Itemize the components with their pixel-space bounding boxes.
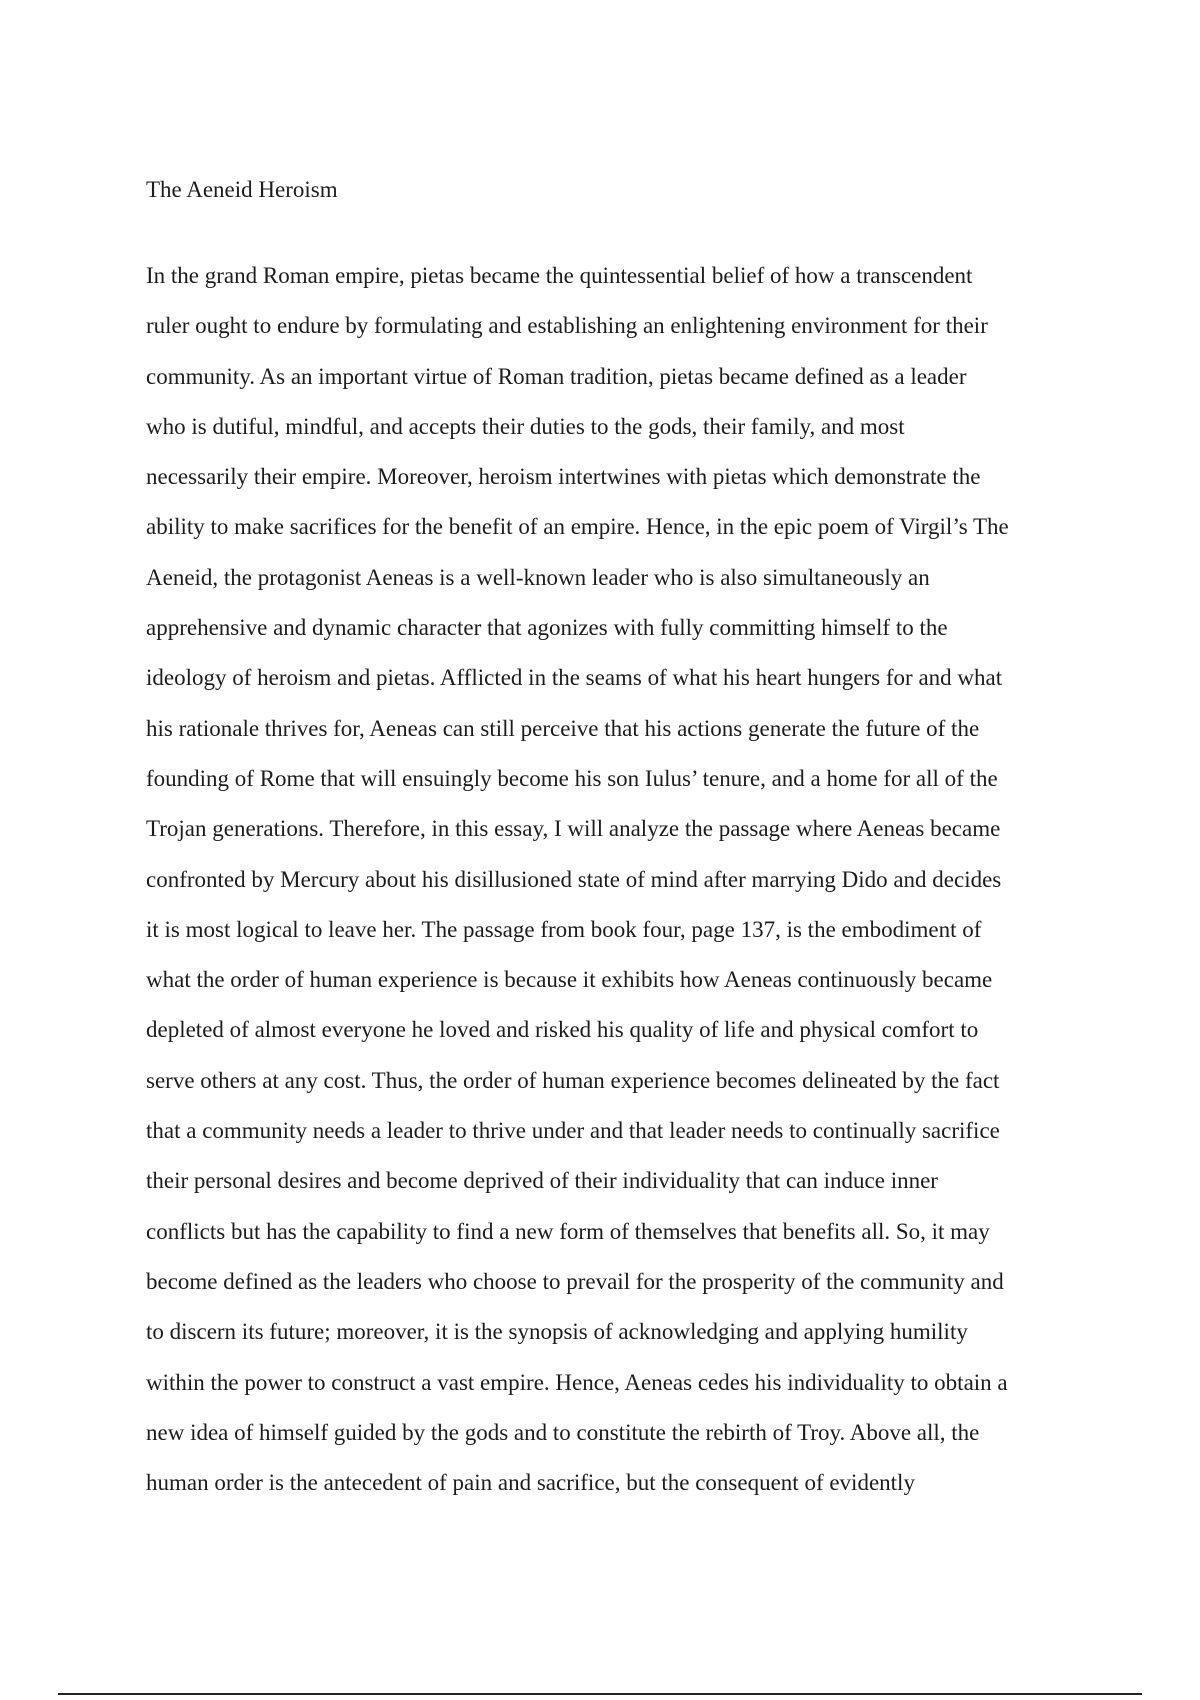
body-text-line: who is dutiful, mindful, and accepts their duties to the gods, their family, and most — [146, 413, 905, 439]
body-text-line: their personal desires and become deprived of their individuality that can induce inner — [146, 1168, 938, 1194]
body-text-line: ideology of heroism and pietas. Afflicted in the seams of what his heart hungers for and what — [146, 665, 1003, 691]
body-text-line: founding of Rome that will ensuingly become his son Iulus’ tenure, and a home for all of the — [146, 765, 998, 791]
body-text-line: depleted of almost everyone he loved and risked his quality of life and physical comfort to — [146, 1017, 979, 1043]
body-text-line: ruler ought to endure by formulating and establishing an enlightening environment for their — [146, 313, 988, 339]
essay-body — [146, 262, 1086, 1519]
body-text-line: human order is the antecedent of pain and sacrifice, but the consequent of evidently — [146, 1470, 915, 1496]
body-text-line: that a community needs a leader to thrive under and that leader needs to continually sacrifice — [146, 1118, 1000, 1144]
body-text-line: Trojan generations. Therefore, in this essay, I will analyze the passage where Aeneas became — [146, 816, 1001, 842]
body-text-line: what the order of human experience is because it exhibits how Aeneas continuously became — [146, 967, 993, 993]
body-text-line: serve others at any cost. Thus, the order of human experience becomes delineated by the fact — [146, 1067, 1000, 1093]
page-bottom-rule — [58, 1693, 1142, 1695]
body-text-line: apprehensive and dynamic character that agonizes with fully committing himself to the — [146, 615, 948, 641]
body-text-line: community. As an important virtue of Roman tradition, pietas became defined as a leader — [146, 363, 967, 389]
body-text-line: ability to make sacrifices for the benefit of an empire. Hence, in the epic poem of Virgil’s The — [146, 514, 1009, 540]
body-text-line: his rationale thrives for, Aeneas can still perceive that his actions generate the future of the — [146, 715, 980, 741]
body-text-line: to discern its future; moreover, it is the synopsis of acknowledging and applying humility — [146, 1319, 968, 1345]
body-text-line: new idea of himself guided by the gods and to constitute the rebirth of Troy. Above all, the — [146, 1419, 980, 1445]
body-text-line: it is most logical to leave her. The passage from book four, page 137, is the embodiment of — [146, 916, 982, 942]
body-text-line: necessarily their empire. Moreover, heroism intertwines with pietas which demonstrate the — [146, 464, 981, 490]
body-text-line: conflicts but has the capability to find a new form of themselves that benefits all. So, it may — [146, 1218, 990, 1244]
body-text-line: confronted by Mercury about his disillusioned state of mind after marrying Dido and decides — [146, 866, 1002, 892]
body-text-line: become defined as the leaders who choose to prevail for the prosperity of the community and — [146, 1268, 1004, 1294]
body-text-line: Aeneid, the protagonist Aeneas is a well-known leader who is also simultaneously an — [146, 564, 930, 590]
body-text-line: within the power to construct a vast empire. Hence, Aeneas cedes his individuality to obtain a — [146, 1369, 1008, 1395]
body-text-line: In the grand Roman empire, pietas became the quintessential belief of how a transcendent — [146, 263, 973, 288]
document-title: The Aeneid Heroism — [146, 177, 338, 202]
